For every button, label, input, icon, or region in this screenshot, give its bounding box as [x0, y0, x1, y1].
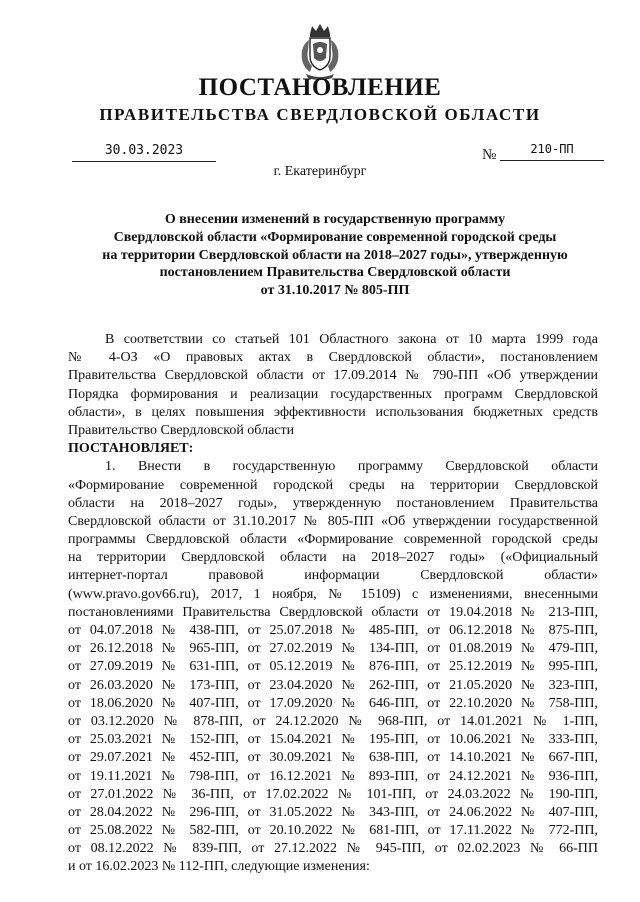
- item-line: от 18.06.2020 № 407-ПП, от 17.09.2020 № 646-ПП, от 22.10.2020 № 758-ПП,: [68, 695, 598, 711]
- preamble-line: Правительства Свердловской области от 17.09.2014 № 790-ПП «Об утверждении: [68, 368, 598, 384]
- item-line: от 03.12.2020 № 878-ПП, от 24.12.2020 № 968-ПП, от 14.01.2021 № 1-ПП,: [68, 713, 598, 729]
- document-body: [68, 331, 598, 877]
- item-line: от 04.07.2018 № 438-ПП, от 25.07.2018 № 485-ПП, от 06.12.2018 № 875-ПП,: [68, 623, 598, 638]
- coat-of-arms-icon: [296, 22, 344, 82]
- heading-line: от 31.10.2017 № 805-ПП: [260, 283, 410, 299]
- item-line: и от 16.02.2023 № 112-ПП, следующие изменения:: [68, 859, 370, 875]
- preamble-line: № 4-ОЗ «О правовых актах в Свердловской области», постановлением: [68, 350, 598, 366]
- document-title: ПОСТАНОВЛЕНИЕ: [198, 74, 442, 101]
- heading-line: на территории Свердловской области на 2018–2027 годы», утвержденную: [102, 247, 568, 263]
- item-line: интернет-портал правовой информации Свердловской области»: [68, 568, 598, 584]
- item-line: от 29.07.2021 № 452-ПП, от 30.09.2021 № 638-ПП, от 14.10.2021 № 667-ПП,: [68, 750, 598, 766]
- document-number: 210-ПП: [500, 142, 604, 161]
- item-line: Свердловской области от 31.10.2017 № 805-ПП «Об утверждении государственной: [68, 513, 598, 529]
- item-line: «Формирование современной городской среды на территории Свердловской: [68, 477, 598, 493]
- preamble-line: В соответствии со статьей 101 Областного закона от 10 марта 1999 года: [105, 332, 598, 347]
- document-subtitle: ПРАВИТЕЛЬСТВА СВЕРДЛОВСКОЙ ОБЛАСТИ: [99, 105, 541, 124]
- heading-line: Свердловской области «Формирование современной городской среды: [113, 229, 557, 245]
- item-line: от 27.01.2022 № 36-ПП, от 17.02.2022 № 101-ПП, от 24.03.2022 № 190-ПП,: [68, 786, 598, 802]
- item-line: от 08.12.2022 № 839-ПП, от 27.12.2022 № 945-ПП, от 02.02.2023 № 66-ПП: [68, 841, 598, 857]
- item-line: от 28.04.2022 № 296-ПП, от 31.05.2022 № 343-ПП, от 24.06.2022 № 407-ПП,: [68, 804, 598, 820]
- item-line: 1. Внести в государственную программу Свердловской области: [105, 459, 598, 475]
- decree-word: ПОСТАНОВЛЯЕТ:: [68, 441, 194, 457]
- preamble-line: Правительство Свердловской области: [68, 422, 295, 438]
- item-line: на территории Свердловской области на 2018–2027 годы» («Официальный: [68, 550, 598, 566]
- item-line: от 27.09.2019 № 631-ПП, от 05.12.2019 № 876-ПП, от 25.12.2019 № 995-ПП,: [68, 659, 598, 675]
- document-heading: [70, 211, 600, 300]
- number-label: №: [482, 147, 497, 163]
- item-line: области на 2018–2027 годы», утвержденную постановлением Правительства: [68, 495, 598, 511]
- item-line: от 25.08.2022 № 582-ПП, от 20.10.2022 № 681-ПП, от 17.11.2022 № 772-ПП,: [68, 823, 598, 839]
- item-line: от 19.11.2021 № 798-ПП, от 16.12.2021 № 893-ПП, от 24.12.2021 № 936-ПП,: [68, 768, 598, 784]
- item-line: программы Свердловской области «Формирование современной городской среды: [68, 532, 598, 548]
- item-line: (www.pravo.gov66.ru), 2017, 1 ноября, № 15109) с изменениями, внесенными: [68, 586, 598, 602]
- item-line: от 25.03.2021 № 152-ПП, от 15.04.2021 № 195-ПП, от 10.06.2021 № 333-ПП,: [68, 732, 598, 748]
- city: г. Екатеринбург: [273, 164, 367, 179]
- heading-line: постановлением Правительства Свердловской области: [159, 265, 511, 281]
- item-line: постановлениями Правительства Свердловской области от 19.04.2018 № 213-ПП,: [68, 604, 598, 620]
- heading-line: О внесении изменений в государственную программу: [164, 212, 506, 227]
- item-line: от 26.12.2018 № 965-ПП, от 27.02.2019 № 134-ПП, от 01.08.2019 № 479-ПП,: [68, 641, 598, 657]
- item-line: от 26.03.2020 № 173-ПП, от 23.04.2020 № 262-ПП, от 21.05.2020 № 323-ПП,: [68, 677, 598, 693]
- document-date: 30.03.2023: [72, 143, 216, 162]
- preamble-line: области», в целях повышения эффективности использования бюджетных средств: [68, 404, 598, 420]
- preamble-line: Порядка формирования и реализации государственных программ Свердловской: [68, 386, 598, 402]
